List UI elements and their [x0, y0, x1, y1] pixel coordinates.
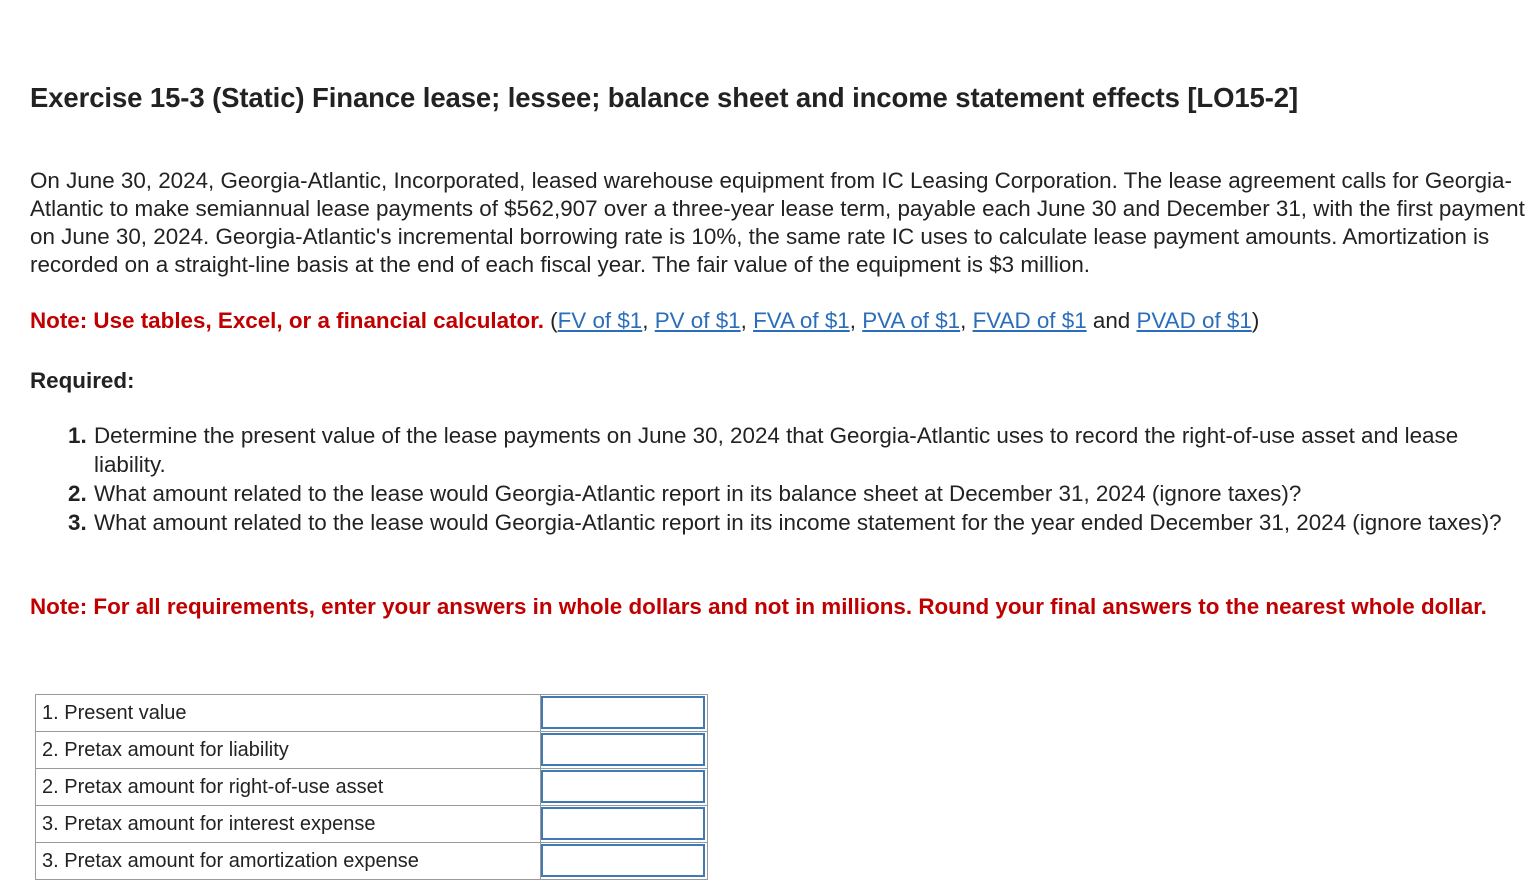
requirement-number: 3. — [68, 510, 87, 535]
pvad-of-1-link[interactable]: PVAD of $1 — [1136, 308, 1252, 333]
answer-cell — [541, 769, 708, 806]
present-value-input[interactable] — [541, 696, 705, 729]
fvad-of-1-link[interactable]: FVAD of $1 — [972, 308, 1087, 333]
row-label: 1. Present value — [36, 695, 541, 732]
answer-cell — [541, 806, 708, 843]
tables-note: Note: Use tables, Excel, or a financial calculator. (FV of $1, PV of $1, FVA of $1, PVA of $1, FVAD of $1 and PVAD of $1) — [30, 308, 1260, 333]
requirements-list — [70, 421, 1535, 537]
requirement-item — [70, 508, 1535, 537]
fv-of-1-link[interactable]: FV of $1 — [557, 308, 643, 333]
liability-input[interactable] — [541, 733, 705, 766]
answer-cell — [541, 695, 708, 732]
requirement-text: What amount related to the lease would Georgia-Atlantic report in its income statement for the year ended December 31, 2024 (ignore taxes)? — [94, 510, 1502, 535]
interest-expense-input[interactable] — [541, 807, 705, 840]
requirement-text: Determine the present value of the lease payments on June 30, 2024 that Georgia-Atlantic uses to record the right-of-use asset and lease liability. — [94, 423, 1459, 477]
row-label: 3. Pretax amount for amortization expense — [36, 843, 541, 880]
table-row — [36, 695, 708, 732]
problem-description: On June 30, 2024, Georgia-Atlantic, Incorporated, leased warehouse equipment from IC Leasing Corporation. The lease agreement calls for Georgia-Atlantic to make semiannual lease payments of $562,907 over a three-year lease term, payable each June 30 and December 31, with the first payment on June 30, 2024. Georgia-Atlantic's incremental borrowing rate is 10%, the same rate IC uses to calculate lease payment amounts. Amortization is recorded on a straight-line basis at the end of each fiscal year. The fair value of the equipment is $3 million. — [30, 168, 1525, 277]
amortization-expense-input[interactable] — [541, 844, 705, 877]
row-label: 3. Pretax amount for interest expense — [36, 806, 541, 843]
answer-cell — [541, 732, 708, 769]
exercise-title: Exercise 15-3 (Static) Finance lease; lessee; balance sheet and income statement effects [LO15-2] — [30, 82, 1299, 113]
answer-cell — [541, 843, 708, 880]
row-label: 2. Pretax amount for right-of-use asset — [36, 769, 541, 806]
rounding-note: Note: For all requirements, enter your answers in whole dollars and not in millions. Round your final answers to the nearest whole dollar. — [30, 594, 1487, 619]
tables-note-label: Note: Use tables, Excel, or a financial calculator. — [30, 308, 544, 333]
pv-of-1-link[interactable]: PV of $1 — [654, 308, 741, 333]
requirement-number: 1. — [68, 423, 87, 448]
requirement-item — [70, 421, 1535, 479]
requirement-item — [70, 479, 1535, 508]
right-of-use-asset-input[interactable] — [541, 770, 705, 803]
requirement-number: 2. — [68, 481, 87, 506]
required-heading: Required: — [30, 368, 135, 393]
answer-table — [35, 694, 708, 880]
pva-of-1-link[interactable]: PVA of $1 — [862, 308, 961, 333]
fva-of-1-link[interactable]: FVA of $1 — [753, 308, 850, 333]
row-label: 2. Pretax amount for liability — [36, 732, 541, 769]
table-row — [36, 769, 708, 806]
table-row — [36, 732, 708, 769]
table-row — [36, 806, 708, 843]
table-row — [36, 843, 708, 880]
requirement-text: What amount related to the lease would Georgia-Atlantic report in its balance sheet at December 31, 2024 (ignore taxes)? — [94, 481, 1302, 506]
